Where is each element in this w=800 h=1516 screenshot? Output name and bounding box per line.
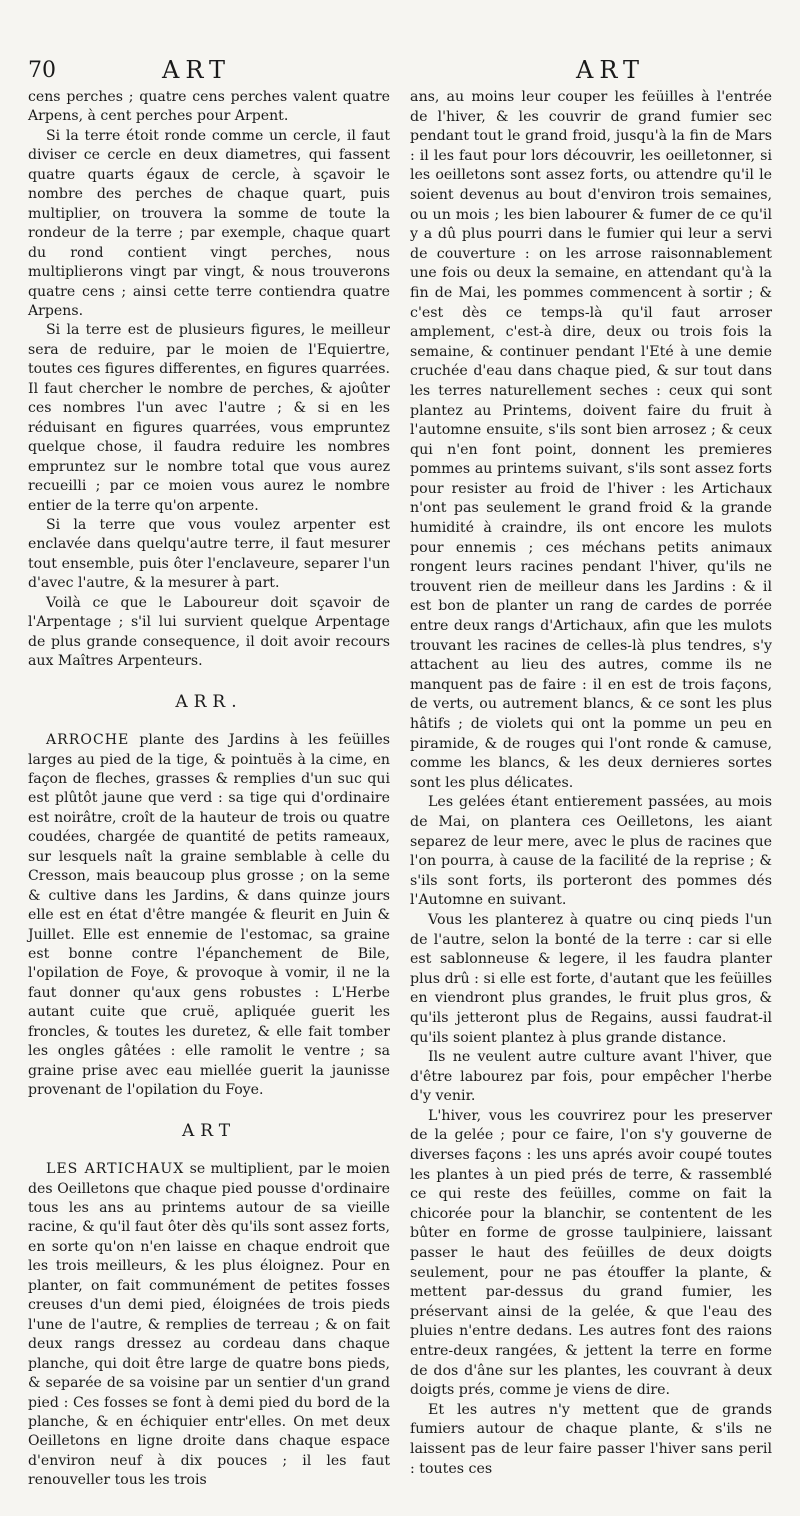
paragraph: Si la terre étoit ronde comme un cercle, il faut diviser ce cercle en deux diametres, qui fassent quatre quarts égaux de cercle, à sçavoir le nombre des perches de chaque quart, puis multiplier, on trouvera la somme de toute la rondeur de la terre ; par exemple, chaque quart du rond contient vingt perches, nous multiplierons vingt par vingt, & nous trouverons quatre cens ; ainsi cette terre contiendra quatre Arpens.	[28, 127, 390, 319]
running-head-right: ART	[576, 56, 645, 84]
paragraph: cens perches ; quatre cens perches valent quatre Arpens, à cent perches pour Arpent.	[28, 89, 390, 125]
page-header	[28, 56, 780, 86]
right-column	[410, 88, 772, 1479]
paragraph: Et les autres n'y mettent que de grands fumiers autour de chaque plante, & s'ils ne laissent pas de leur faire passer l'hiver sans peril : toutes ces	[410, 1401, 772, 1477]
left-column	[28, 88, 390, 1491]
entry-text: plante des Jardins à les feüilles larges au pied de la tige, & pointuës à la cime, en façon de fleches, grasses & remplies d'un suc qui est plûtôt jaune que verd : sa tige qui d'ordinaire est noirâtre, croît de la hauteur de trois ou quatre coudées, chargée de quantité de petits rameaux, sur lesquels naît la graine semblable à celle du Cresson, mais beaucoup plus grosse ; on la seme & cultive dans les Jardins, & dans quinze jours elle est en état d'être mangée & fleurit en Juin & Juillet. Elle est ennemie de l'estomac, sa graine est bonne contre l'épanchement de Bile, l'opilation de Foye, & provoque à vomir, il ne la faut donner qu'aux gens robustes : L'Herbe autant cuite que cruë, apliquée guerit les froncles, & toutes les duretez, & elle fait tomber les ongles gâtées : elle ramolit le ventre ; sa graine prise avec eau miellée guerit la jaunisse provenant de l'opilation du Foye.	[28, 732, 390, 1099]
entry-lead-word: LES ARTICHAUX	[46, 1161, 185, 1178]
paragraph: Vous les planterez à quatre ou cinq pieds l'un de l'autre, selon la bonté de la terre : car si elle est sablonneuse & legere, il les faudra planter plus drû : si elle est forte, d'autant que les feüilles en viendront plus grandes, le fruit plus gros, & qu'ils jetteront plus de Regains, aussi faudrat-il qu'ils soient plantez à plus grande distance.	[410, 911, 772, 1046]
paragraph: L'hiver, vous les couvrirez pour les preserver de la gelée ; pour ce faire, l'on s'y gouverne de diverses façons : les uns aprés avoir coupé toutes les plantes à un pied prés de terre, & rassemblé ce qui reste des feüilles, comme on fait la chicorée pour la blanchir, se contentent de les bûter en forme de grosse taulpiniere, laissant passer le haut des feüilles de deux doigts seulement, pour ne pas étouffer la plante, & mettent par-dessus du grand fumier, les préservant ainsi de la gelée, & que l'eau des pluies n'entre dedans. Les autres font des raions entre-deux rangées, & jettent la terre en forme de dos d'âne sur les plantes, les couvrant à deux doigts prés, comme je viens de dire.	[410, 1107, 772, 1399]
paragraph: Ils ne veulent autre culture avant l'hiver, que d'être labourez par fois, pour empêcher l'herbe d'y venir.	[410, 1049, 772, 1105]
paragraph: Si la terre est de plusieurs figures, le meilleur sera de reduire, par le moien de l'Equiertre, toutes ces figures differentes, en figures quarrées. Il faut chercher le nombre de perches, & ajoûter ces nombres l'un avec l'autre ; & si en les réduisant en figures quarrées, vous empruntez quelque chose, il faudra reduire les nombres empruntez sur le nombre total que vous aurez recueilli ; par ce moien vous aurez le nombre entier de la terre qu'on arpente.	[28, 322, 390, 514]
section-heading: ARR.	[175, 691, 243, 712]
paragraph: Les gelées étant entierement passées, au mois de Mai, on plantera ces Oeilletons, les aiant separez de leur mere, avec le plus de racines que l'on pourra, à cause de la facilité de la reprise ; & s'ils sont forts, ils porteront des pommes dés l'Automne en suivant.	[410, 794, 772, 909]
entry-lead-word: ARROCHE	[46, 732, 130, 749]
paragraph	[28, 1160, 390, 1491]
page-number: 70	[28, 58, 56, 83]
paragraph	[28, 731, 390, 1101]
column-gutter	[398, 88, 399, 1488]
entry-text: se multiplient, par le moien des Oeilletons que chaque pied pousse d'ordinaire tous les ans au printems autour de sa vieille racine, & qu'il faut ôter dès qu'ils sont assez forts, en sorte qu'on n'en laisse en chaque endroit que les trois meilleurs, & les plus éloignez. Pour en planter, on fait communément de petites fosses creuses d'un demi pied, éloignées de trois pieds l'une de l'autre, & remplies de terreau ; & on fait deux rangs dressez au cordeau dans chaque planche, qui doit être large de quatre bons pieds, & separée de sa voisine par un sentier d'un grand pied : Ces fosses se font à demi pied du bord de la planche, & en échiquier entr'elles. On met deux Oeilletons en ligne droite dans chaque espace d'environ neuf à dix pouces ; il les faut renouveller tous les trois	[28, 1161, 390, 1489]
paragraph: Si la terre que vous voulez arpenter est enclavée dans quelqu'autre terre, il faut mesurer tout ensemble, puis ôter l'enclaveure, separer l'un d'avec l'autre, & la mesurer à part.	[28, 516, 390, 592]
section-heading: ART	[181, 1120, 237, 1141]
running-head-left: ART	[162, 56, 231, 84]
paragraph: ans, au moins leur couper les feüilles à l'entrée de l'hiver, & les couvrir de grand fumier sec pendant tout le grand froid, jusqu'à la fin de Mars : il les faut pour lors découvrir, les oeilletonner, si les oeilletons sont assez forts, ou attendre qu'il le soient devenus au bout d'environ trois semaines, ou un mois ; les bien labourer & fumer de ce qu'il y a dû plus pourri dans le fumier qui leur a servi de couverture : on les arrose raisonnablement une fois ou deux la semaine, en attendant qu'à la fin de Mai, les pommes commencent à sortir ; & c'est dès ce temps-là qu'il faut arroser amplement, c'est-à dire, deux ou trois fois la semaine, & continuer pendant l'Eté à une demie cruchée d'eau dans chaque pied, & sur tout dans les terres naturellement seches : ceux qui sont plantez au Printems, doivent faire du fruit à l'automne ensuite, s'ils sont bien arrosez ; & ceux qui n'en font point, donnent les premieres pommes au printems suivant, s'ils sont assez forts pour resister au froid de l'hiver : les Artichaux n'ont pas seulement le grand froid & la grande humidité à craindre, ils ont encore les mulots pour ennemis ; ces méchans petits animaux rongent leurs racines pendant l'hiver, qu'ils ne trouvent rien de meilleur dans les Jardins : & il est bon de planter un rang de cardes de porrée entre deux rangs d'Artichaux, afin que les mulots trouvant les racines de celles-là plus tendres, s'y attachent au lieu des autres, comme ils ne manquent pas de faire : il en est de trois façons, de verts, ou autrement blancs, & ce sont les plus hâtifs ; de violets qui ont la pomme un peu en piramide, & de rouges qui l'ont ronde & camuse, comme les blancs, & les deux dernieres sortes sont les plus délicates.	[410, 89, 772, 791]
paragraph: Voilà ce que le Laboureur doit sçavoir de l'Arpentage ; s'il lui survient quelque Arpentage de plus grande consequence, il doit avoir recours aux Maîtres Arpenteurs.	[28, 594, 390, 670]
